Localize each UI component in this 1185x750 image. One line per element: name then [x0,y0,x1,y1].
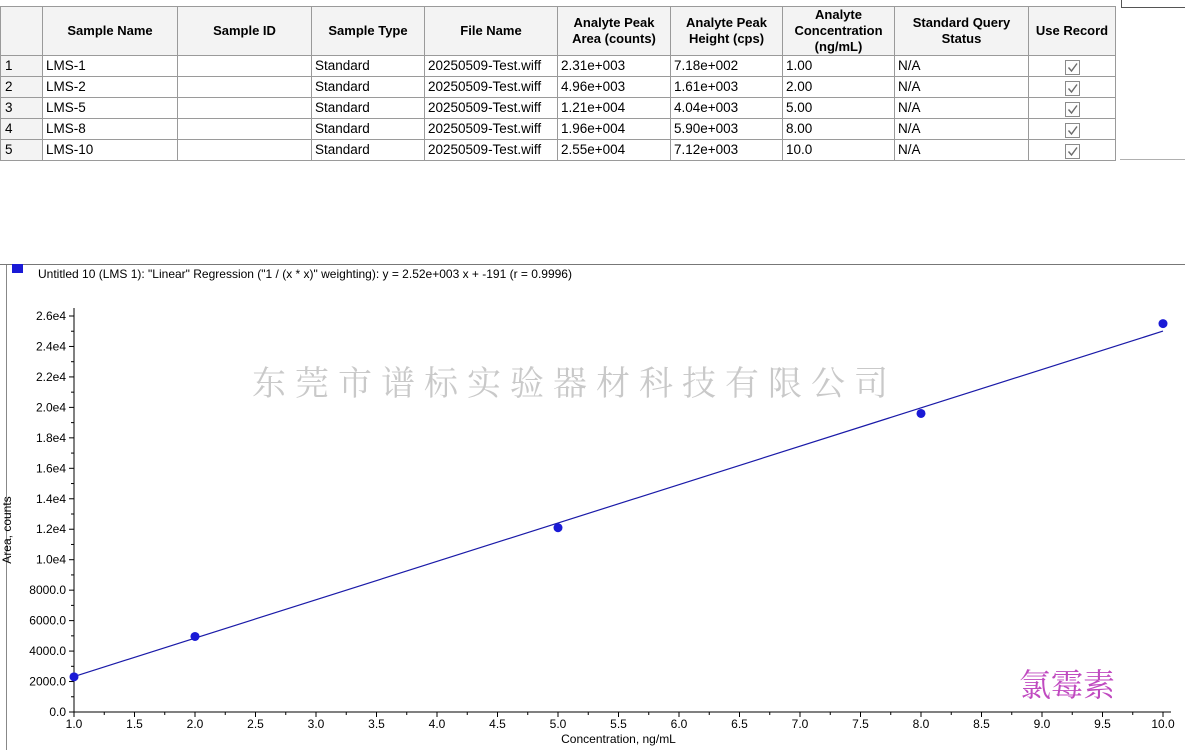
x-tick-label: 9.5 [1094,717,1111,731]
peak-height-cell[interactable]: 4.04e+003 [671,98,783,119]
query-status-cell[interactable]: N/A [895,140,1029,161]
concentration-cell[interactable]: 10.0 [783,140,895,161]
peak-height-cell[interactable]: 7.12e+003 [671,140,783,161]
x-tick-label: 7.5 [852,717,869,731]
x-tick-label: 6.0 [670,717,688,731]
file-name-cell[interactable]: 20250509-Test.wiff [425,140,558,161]
sample-type-cell[interactable]: Standard [312,119,425,140]
y-axis-title: Area, counts [0,496,14,564]
query-status-cell[interactable]: N/A [895,119,1029,140]
data-point [1159,319,1168,328]
sample-name-cell[interactable]: LMS-10 [43,140,178,161]
x-tick-label: 8.0 [912,717,930,731]
x-tick-label: 5.0 [549,717,567,731]
peak-area-cell[interactable]: 2.31e+003 [558,56,671,77]
y-tick-label: 0.0 [49,705,66,719]
y-tick-label: 6000.0 [29,613,66,628]
file-name-cell[interactable]: 20250509-Test.wiff [425,98,558,119]
company-watermark: 东莞市谱标实验器材科技有限公司 [252,364,897,404]
concentration-cell[interactable]: 8.00 [783,119,895,140]
data-point [917,409,926,418]
peak-area-cell[interactable]: 2.55e+004 [558,140,671,161]
concentration-cell[interactable]: 1.00 [783,56,895,77]
x-tick-label: 1.5 [126,717,143,731]
regression-legend: Untitled 10 (LMS 1): "Linear" Regression ("1 / (x * x)" weighting): y = 2.52e+003 x + -191 (r = 0.9996) [38,267,572,281]
query-status-cell[interactable]: N/A [895,77,1029,98]
row-number[interactable]: 4 [1,119,43,140]
peak-area-cell[interactable]: 4.96e+003 [558,77,671,98]
x-tick-label: 8.5 [973,717,990,731]
data-point [191,632,200,641]
file-name-cell[interactable]: 20250509-Test.wiff [425,56,558,77]
peak-area-cell[interactable]: 1.21e+004 [558,98,671,119]
row-number[interactable]: 5 [1,140,43,161]
file-name-cell[interactable]: 20250509-Test.wiff [425,77,558,98]
concentration-cell[interactable]: 2.00 [783,77,895,98]
column-header-sample-id[interactable]: Sample ID [178,7,312,56]
sample-type-cell[interactable]: Standard [312,98,425,119]
y-tick-label: 1.8e4 [35,430,66,445]
y-tick-label: 4000.0 [29,644,66,659]
row-number[interactable]: 3 [1,98,43,119]
column-header-query-status[interactable]: Standard Query Status [895,7,1029,56]
sample-name-cell[interactable]: LMS-8 [43,119,178,140]
x-tick-label: 3.5 [368,717,385,731]
column-header-concentration[interactable]: Analyte Concentration (ng/mL) [783,7,895,56]
y-tick-label: 2000.0 [29,674,66,689]
x-tick-label: 10.0 [1151,717,1175,731]
data-point [70,672,79,681]
sample-name-cell[interactable]: LMS-5 [43,98,178,119]
x-tick-label: 7.0 [791,717,809,731]
row-number[interactable]: 1 [1,56,43,77]
column-header-sample-name[interactable]: Sample Name [43,7,178,56]
compound-name-label: 氯霉素 [1019,666,1116,704]
y-tick-label: 2.0e4 [35,400,66,415]
x-tick-label: 3.0 [307,717,325,731]
y-tick-label: 1.2e4 [35,522,66,537]
peak-height-cell[interactable]: 7.18e+002 [671,56,783,77]
peak-height-cell[interactable]: 1.61e+003 [671,77,783,98]
y-tick-label: 1.4e4 [35,491,66,506]
y-tick-label: 1.0e4 [35,552,66,567]
y-tick-label: 2.2e4 [35,369,66,384]
x-tick-label: 2.0 [186,717,204,731]
y-tick-label: 2.6e4 [35,309,66,323]
sample-name-cell[interactable]: LMS-1 [43,56,178,77]
column-header-use-record[interactable]: Use Record [1029,7,1116,56]
query-status-cell[interactable]: N/A [895,56,1029,77]
peak-area-cell[interactable]: 1.96e+004 [558,119,671,140]
x-tick-label: 6.5 [731,717,748,731]
file-name-cell[interactable]: 20250509-Test.wiff [425,119,558,140]
column-header-file-name[interactable]: File Name [425,7,558,56]
peak-height-cell[interactable]: 5.90e+003 [671,119,783,140]
sample-type-cell[interactable]: Standard [312,56,425,77]
y-tick-label: 1.6e4 [35,461,66,476]
data-point [554,523,563,532]
sample-type-cell[interactable]: Standard [312,77,425,98]
x-tick-label: 1.0 [65,717,83,731]
x-tick-label: 5.5 [610,717,627,731]
concentration-cell[interactable]: 5.00 [783,98,895,119]
sample-type-cell[interactable]: Standard [312,140,425,161]
sample-name-cell[interactable]: LMS-2 [43,77,178,98]
y-tick-label: 2.4e4 [35,339,66,354]
x-tick-label: 2.5 [247,717,264,731]
column-header-sample-type[interactable]: Sample Type [312,7,425,56]
column-header-peak-height[interactable]: Analyte Peak Height (cps) [671,7,783,56]
row-number[interactable]: 2 [1,77,43,98]
column-header-peak-area[interactable]: Analyte Peak Area (counts) [558,7,671,56]
query-status-cell[interactable]: N/A [895,98,1029,119]
x-tick-label: 4.5 [489,717,506,731]
x-tick-label: 9.0 [1033,717,1051,731]
x-tick-label: 4.0 [428,717,446,731]
y-tick-label: 8000.0 [29,583,66,598]
x-axis-title: Concentration, ng/mL [561,732,676,746]
